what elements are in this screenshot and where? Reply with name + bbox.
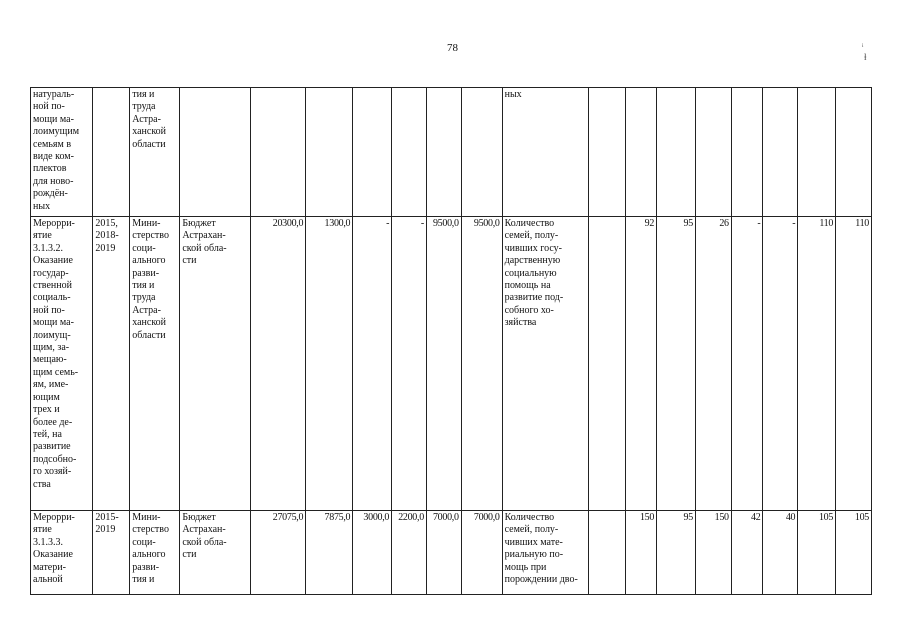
table-row bbox=[31, 217, 872, 511]
year-2019-cell: 9500,0 bbox=[461, 217, 502, 511]
table-row bbox=[31, 88, 872, 217]
indicator-cell: ных bbox=[502, 88, 588, 217]
total-cell: 27075,0 bbox=[250, 511, 305, 595]
scan-mark: ᵢ bbox=[862, 38, 864, 48]
value-cell bbox=[836, 88, 872, 217]
executor-cell: тия и труда Астра- ханской области bbox=[130, 88, 180, 217]
value-cell: 95 bbox=[657, 217, 696, 511]
value-cell bbox=[657, 88, 696, 217]
value-cell: - bbox=[763, 217, 798, 511]
page-number: 78 bbox=[447, 42, 458, 54]
year-2015-cell: 7875,0 bbox=[306, 511, 353, 595]
value-cell: 92 bbox=[626, 217, 657, 511]
executor-cell: Мини- стерство соци- ального разви- тия и труда Астра- ханской области bbox=[130, 217, 180, 511]
source-cell: Бюджет Астрахан- ской обла- сти bbox=[180, 217, 251, 511]
year-2017-cell bbox=[392, 88, 427, 217]
program-table bbox=[30, 87, 872, 595]
unit-cell bbox=[588, 511, 626, 595]
measure-cell: Мероpри- ятие 3.1.3.3. Оказание матери- альной bbox=[31, 511, 93, 595]
year-2016-cell bbox=[353, 88, 392, 217]
source-cell: Бюджет Астрахан- ской обла- сти bbox=[180, 511, 251, 595]
total-cell: 20300,0 bbox=[250, 217, 305, 511]
value-cell: 40 bbox=[763, 511, 798, 595]
value-cell: 110 bbox=[836, 217, 872, 511]
year-2018-cell bbox=[426, 88, 461, 217]
measure-cell: Мероpри- ятие 3.1.3.2. Оказание государ- ственной социаль- ной по- мощи ма- лоимущ- щим, за- мещаю- щим семь- ям, име- ющим трех и более де- тей, на развитие подсобно- го хозяй- ства bbox=[31, 217, 93, 511]
value-cell bbox=[695, 88, 731, 217]
value-cell: 95 bbox=[657, 511, 696, 595]
value-cell: 110 bbox=[798, 217, 836, 511]
value-cell: 105 bbox=[798, 511, 836, 595]
value-cell: 105 bbox=[836, 511, 872, 595]
measure-cell: натураль- ной по- мощи ма- лоимущим семьям в виде ком- плектов для ново- рождён- ных bbox=[31, 88, 93, 217]
years-cell: 2015, 2018- 2019 bbox=[93, 217, 130, 511]
value-cell bbox=[763, 88, 798, 217]
unit-cell bbox=[588, 217, 626, 511]
value-cell bbox=[798, 88, 836, 217]
indicator-cell: Количество семей, полу- чивших госу- дарственную социальную помощь на развитие под- собного хо- зяйства bbox=[502, 217, 588, 511]
value-cell: 150 bbox=[626, 511, 657, 595]
value-cell: 26 bbox=[695, 217, 731, 511]
total-cell bbox=[250, 88, 305, 217]
source-cell bbox=[180, 88, 251, 217]
unit-cell bbox=[588, 88, 626, 217]
value-cell: 150 bbox=[695, 511, 731, 595]
years-cell: 2015- 2019 bbox=[93, 511, 130, 595]
table-row bbox=[31, 511, 872, 595]
year-2017-cell: - bbox=[392, 217, 427, 511]
value-cell bbox=[731, 88, 763, 217]
scan-mark: ⱡ bbox=[864, 52, 867, 62]
executor-cell: Мини- стерство соци- ального разви- тия и bbox=[130, 511, 180, 595]
year-2018-cell: 9500,0 bbox=[426, 217, 461, 511]
indicator-cell: Количество семей, полу- чивших мате- риальную по- мощь при порождении дво- bbox=[502, 511, 588, 595]
year-2016-cell: - bbox=[353, 217, 392, 511]
year-2019-cell bbox=[461, 88, 502, 217]
year-2016-cell: 3000,0 bbox=[353, 511, 392, 595]
year-2015-cell bbox=[306, 88, 353, 217]
year-2017-cell: 2200,0 bbox=[392, 511, 427, 595]
value-cell bbox=[626, 88, 657, 217]
year-2019-cell: 7000,0 bbox=[461, 511, 502, 595]
year-2015-cell: 1300,0 bbox=[306, 217, 353, 511]
years-cell bbox=[93, 88, 130, 217]
value-cell: 42 bbox=[731, 511, 763, 595]
year-2018-cell: 7000,0 bbox=[426, 511, 461, 595]
value-cell: - bbox=[731, 217, 763, 511]
